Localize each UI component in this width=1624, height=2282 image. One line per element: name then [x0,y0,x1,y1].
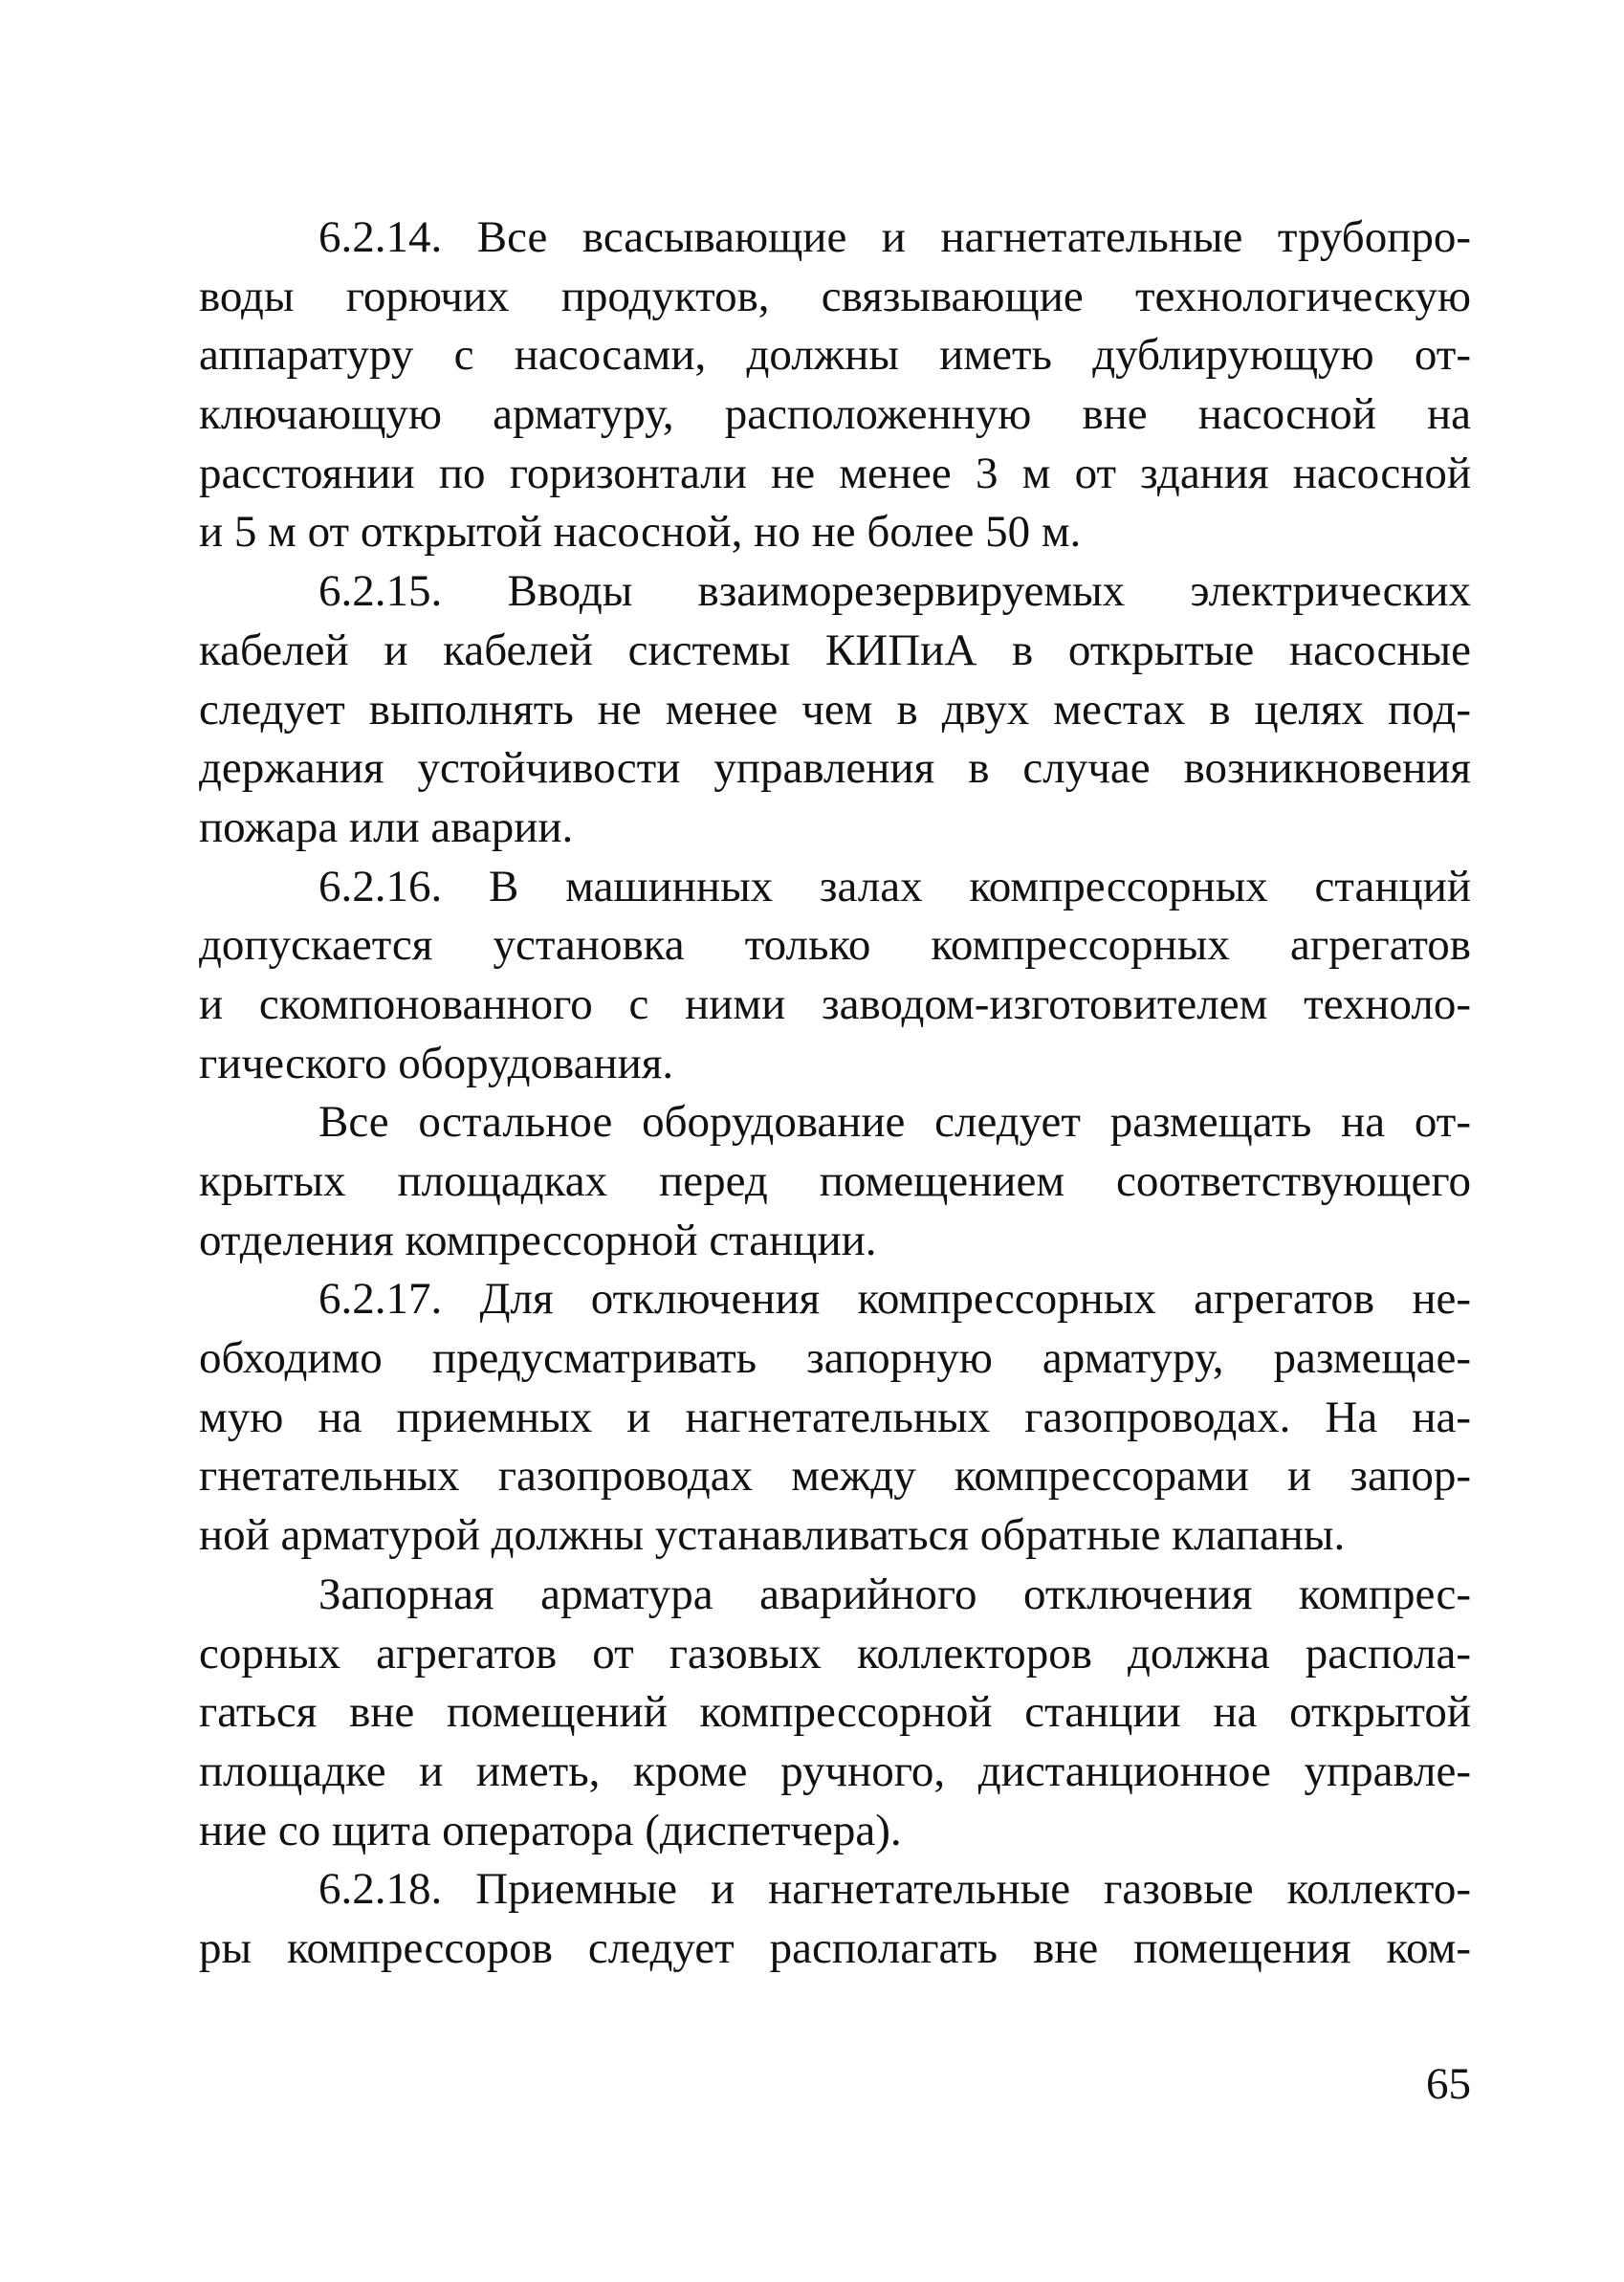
paragraph-6-2-16 [199,858,1471,1094]
text-line: кабелей и кабелей системы КИПиА в открытые насосные [199,625,1471,675]
text-line: ключающую арматуру, расположенную вне насосной на [199,389,1471,440]
text-line: 6.2.18. Приемные и нагнетательные газовые коллекто- [318,1864,1471,1915]
page-body [199,208,1471,1979]
text-line: 6.2.16. В машинных залах компрессорных станций [318,861,1471,911]
text-line: и скомпонованного с ними заводом-изготовителем техноло- [199,978,1471,1029]
page-number: 65 [1426,2059,1471,2109]
text-line: ры компрессоров следует располагать вне помещения ком- [199,1922,1471,1973]
text-line: воды горючих продуктов, связывающие технологическую [199,271,1471,321]
paragraph-6-2-14 [199,208,1471,562]
paragraph-6-2-15 [199,562,1471,857]
text-line: отделения компрессорной станции. [199,1215,877,1265]
paragraph-other-equipment [199,1093,1471,1270]
text-line: держания устойчивости управления в случае возникновения [199,743,1471,794]
text-line: допускается установка только компрессорных агрегатов [199,920,1471,971]
text-line: следует выполнять не менее чем в двух местах в целях под- [199,684,1471,735]
paragraph-6-2-18 [199,1860,1471,1978]
text-line: пожара или аварии. [199,801,574,852]
paragraph-emergency-valves [199,1566,1471,1860]
text-line: ние со щита оператора (диспетчера). [199,1805,902,1855]
text-line: Все остальное оборудование следует размещать на от- [318,1097,1471,1148]
text-line: аппаратуру с насосами, должны иметь дублирующую от- [199,330,1471,381]
text-line: гического оборудования. [199,1038,674,1088]
text-line: 6.2.17. Для отключения компрессорных агрегатов не- [318,1274,1471,1325]
text-line: мую на приемных и нагнетательных газопроводах. На на- [199,1392,1471,1442]
text-line: площадке и иметь, кроме ручного, дистанционное управле- [199,1745,1471,1796]
text-line: гаться вне помещений компрессорной станции на открытой [199,1687,1471,1738]
text-line: и 5 м от открытой насосной, но не более 50 м. [199,507,1082,558]
text-line: гнетательных газопроводах между компрессорами и запор- [199,1451,1471,1502]
text-line: Запорная арматура аварийного отключения компрес- [318,1569,1471,1619]
text-line: сорных агрегатов от газовых коллекторов должна распола- [199,1628,1471,1679]
text-line: ной арматурой должны устанавливаться обратные клапаны. [199,1510,1346,1561]
text-line: 6.2.15. Вводы взаиморезервируемых электрических [318,566,1471,617]
text-line: расстоянии по горизонтали не менее 3 м от здания насосной [199,448,1471,498]
text-line: 6.2.14. Все всасывающие и нагнетательные трубопро- [318,212,1471,262]
text-line: обходимо предусматривать запорную арматуру, размещае- [199,1333,1471,1384]
text-line: крытых площадках перед помещением соответствующего [199,1156,1471,1206]
paragraph-6-2-17 [199,1270,1471,1565]
